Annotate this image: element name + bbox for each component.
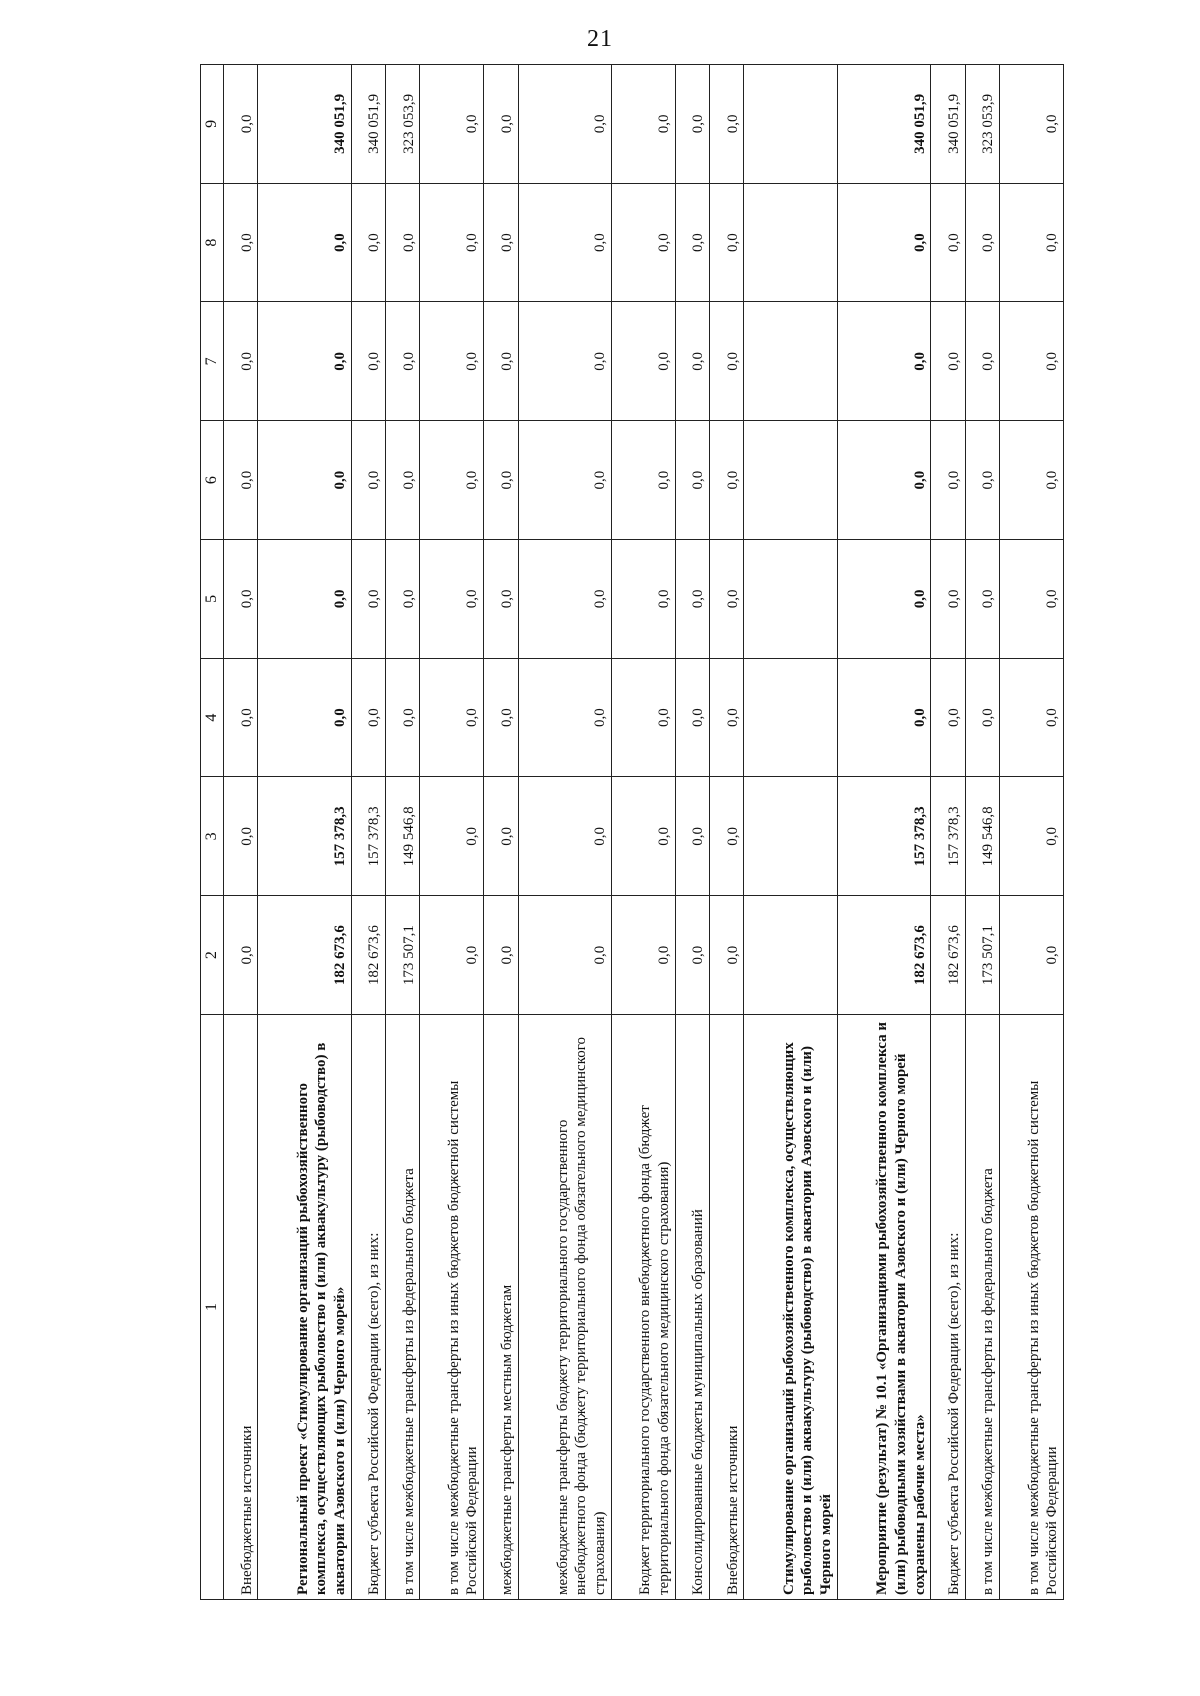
value-cell: 0,0	[675, 183, 709, 302]
header-row	[201, 65, 224, 1600]
value-cell: 0,0	[484, 540, 518, 659]
value-cell: 0,0	[675, 421, 709, 540]
value-cell: 323 053,9	[386, 65, 420, 184]
value-cell: 0,0	[710, 302, 744, 421]
value-cell: 0,0	[965, 421, 999, 540]
value-cell: 149 546,8	[965, 777, 999, 896]
table-row	[224, 65, 258, 1600]
value-cell: 0,0	[420, 896, 484, 1015]
value-cell: 182 673,6	[258, 896, 351, 1015]
column-header: 7	[201, 302, 224, 421]
value-cell: 157 378,3	[351, 777, 385, 896]
value-cell: 0,0	[351, 183, 385, 302]
value-cell: 0,0	[675, 896, 709, 1015]
value-cell: 0,0	[518, 183, 611, 302]
value-cell: 182 673,6	[931, 896, 965, 1015]
value-cell	[744, 540, 837, 659]
value-cell: 0,0	[420, 183, 484, 302]
row-label: Внебюджетные источники	[224, 1015, 258, 1600]
table-row	[351, 65, 385, 1600]
table-row	[999, 65, 1063, 1600]
value-cell: 0,0	[837, 658, 930, 777]
value-cell: 0,0	[518, 65, 611, 184]
value-cell: 0,0	[386, 302, 420, 421]
value-cell: 0,0	[710, 65, 744, 184]
value-cell: 0,0	[386, 658, 420, 777]
value-cell: 0,0	[965, 540, 999, 659]
value-cell	[744, 302, 837, 421]
value-cell: 0,0	[420, 65, 484, 184]
value-cell: 0,0	[518, 421, 611, 540]
value-cell	[744, 896, 837, 1015]
value-cell: 0,0	[611, 183, 675, 302]
column-header: 3	[201, 777, 224, 896]
value-cell: 0,0	[258, 183, 351, 302]
value-cell: 0,0	[675, 658, 709, 777]
value-cell: 0,0	[386, 183, 420, 302]
table-row	[744, 65, 837, 1600]
column-header: 9	[201, 65, 224, 184]
value-cell: 0,0	[675, 65, 709, 184]
value-cell: 0,0	[999, 183, 1063, 302]
table-row	[258, 65, 351, 1600]
value-cell: 0,0	[965, 658, 999, 777]
value-cell: 0,0	[931, 540, 965, 659]
value-cell: 0,0	[710, 421, 744, 540]
budget-table	[200, 64, 1064, 1600]
row-label: в том числе межбюджетные трансферты из иных бюджетов бюджетной системы Российской Федерации	[999, 1015, 1063, 1600]
value-cell: 0,0	[420, 421, 484, 540]
row-label: в том числе межбюджетные трансферты из иных бюджетов бюджетной системы Российской Федерации	[420, 1015, 484, 1600]
value-cell: 0,0	[351, 540, 385, 659]
row-label: в том числе межбюджетные трансферты из федерального бюджета	[965, 1015, 999, 1600]
value-cell: 0,0	[224, 658, 258, 777]
column-header: 8	[201, 183, 224, 302]
column-header: 2	[201, 896, 224, 1015]
value-cell: 0,0	[611, 658, 675, 777]
value-cell: 0,0	[224, 896, 258, 1015]
value-cell: 0,0	[386, 540, 420, 659]
value-cell: 0,0	[837, 540, 930, 659]
value-cell: 0,0	[837, 183, 930, 302]
value-cell: 0,0	[999, 540, 1063, 659]
row-label: Внебюджетные источники	[710, 1015, 744, 1600]
value-cell: 0,0	[999, 65, 1063, 184]
value-cell: 0,0	[484, 777, 518, 896]
value-cell	[744, 777, 837, 896]
value-cell: 0,0	[710, 896, 744, 1015]
value-cell: 0,0	[224, 421, 258, 540]
value-cell: 0,0	[258, 421, 351, 540]
value-cell: 0,0	[611, 540, 675, 659]
value-cell: 0,0	[611, 777, 675, 896]
value-cell: 0,0	[999, 896, 1063, 1015]
table-row	[710, 65, 744, 1600]
value-cell: 0,0	[675, 540, 709, 659]
value-cell: 340 051,9	[837, 65, 930, 184]
row-label: Стимулирование организаций рыбохозяйственного комплекса, осуществляющих рыболовство и (или) аквакультуру (рыбоводство) в акватории Азовского и (или) Черного морей	[744, 1015, 837, 1600]
value-cell: 173 507,1	[386, 896, 420, 1015]
value-cell: 0,0	[710, 183, 744, 302]
value-cell: 0,0	[675, 777, 709, 896]
row-label: Мероприятие (результат) № 10.1 «Организациями рыбохозяйственного комплекса и (или) рыбоводными хозяйствами в акватории Азовского и (или) Черного морей сохранены рабочие места»	[837, 1015, 930, 1600]
value-cell: 157 378,3	[837, 777, 930, 896]
value-cell: 0,0	[611, 421, 675, 540]
row-label: в том числе межбюджетные трансферты из федерального бюджета	[386, 1015, 420, 1600]
row-label: Бюджет субъекта Российской Федерации (всего), из них:	[351, 1015, 385, 1600]
value-cell: 0,0	[518, 540, 611, 659]
value-cell: 0,0	[484, 302, 518, 421]
column-header: 4	[201, 658, 224, 777]
value-cell: 0,0	[258, 540, 351, 659]
value-cell	[744, 658, 837, 777]
value-cell: 0,0	[224, 540, 258, 659]
table-row	[931, 65, 965, 1600]
table-row	[965, 65, 999, 1600]
value-cell: 0,0	[224, 777, 258, 896]
value-cell: 0,0	[965, 183, 999, 302]
value-cell: 0,0	[224, 302, 258, 421]
value-cell: 0,0	[518, 777, 611, 896]
page-number: 21	[587, 26, 613, 52]
value-cell: 149 546,8	[386, 777, 420, 896]
row-label: межбюджетные трансферты местным бюджетам	[484, 1015, 518, 1600]
value-cell: 0,0	[518, 302, 611, 421]
value-cell: 0,0	[837, 421, 930, 540]
value-cell: 0,0	[351, 302, 385, 421]
value-cell: 182 673,6	[837, 896, 930, 1015]
table-row	[420, 65, 484, 1600]
value-cell: 157 378,3	[931, 777, 965, 896]
value-cell: 157 378,3	[258, 777, 351, 896]
value-cell: 323 053,9	[965, 65, 999, 184]
value-cell: 0,0	[224, 183, 258, 302]
value-cell: 0,0	[420, 777, 484, 896]
value-cell: 0,0	[999, 777, 1063, 896]
value-cell: 0,0	[931, 421, 965, 540]
value-cell: 0,0	[837, 302, 930, 421]
table-row	[675, 65, 709, 1600]
value-cell: 0,0	[420, 658, 484, 777]
value-cell: 0,0	[675, 302, 709, 421]
value-cell: 0,0	[351, 658, 385, 777]
value-cell: 0,0	[999, 658, 1063, 777]
row-label: Бюджет территориального государственного внебюджетного фонда (бюджет территориального фонда обязательного медицинского страхования)	[611, 1015, 675, 1600]
value-cell: 0,0	[965, 302, 999, 421]
value-cell: 0,0	[611, 302, 675, 421]
value-cell: 0,0	[931, 183, 965, 302]
row-label: Консолидированные бюджеты муниципальных образований	[675, 1015, 709, 1600]
value-cell: 0,0	[420, 540, 484, 659]
value-cell: 0,0	[484, 421, 518, 540]
value-cell: 340 051,9	[931, 65, 965, 184]
table-row	[611, 65, 675, 1600]
value-cell: 0,0	[710, 658, 744, 777]
table-row	[837, 65, 930, 1600]
value-cell: 0,0	[258, 658, 351, 777]
value-cell: 0,0	[351, 421, 385, 540]
value-cell: 0,0	[931, 658, 965, 777]
row-label: межбюджетные трансферты бюджету территориального государственного внебюджетного фонда (бюджету территориального фонда обязательного медицинского страхования)	[518, 1015, 611, 1600]
value-cell: 0,0	[518, 896, 611, 1015]
value-cell: 0,0	[420, 302, 484, 421]
value-cell: 340 051,9	[351, 65, 385, 184]
value-cell: 0,0	[484, 183, 518, 302]
value-cell: 0,0	[611, 65, 675, 184]
table-row	[518, 65, 611, 1600]
value-cell: 0,0	[258, 302, 351, 421]
value-cell: 0,0	[611, 896, 675, 1015]
value-cell: 0,0	[484, 65, 518, 184]
value-cell: 0,0	[999, 421, 1063, 540]
value-cell: 173 507,1	[965, 896, 999, 1015]
value-cell: 0,0	[999, 302, 1063, 421]
value-cell	[744, 65, 837, 184]
value-cell: 0,0	[518, 658, 611, 777]
value-cell: 0,0	[484, 658, 518, 777]
value-cell: 0,0	[710, 540, 744, 659]
value-cell	[744, 421, 837, 540]
table-row	[386, 65, 420, 1600]
value-cell: 0,0	[386, 421, 420, 540]
value-cell: 0,0	[484, 896, 518, 1015]
value-cell: 0,0	[931, 302, 965, 421]
rotated-table-container	[200, 65, 1064, 1600]
value-cell	[744, 183, 837, 302]
value-cell: 0,0	[224, 65, 258, 184]
table-row	[484, 65, 518, 1600]
column-header: 1	[201, 1015, 224, 1600]
value-cell: 182 673,6	[351, 896, 385, 1015]
row-label: Региональный проект «Стимулирование организаций рыбохозяйственного комплекса, осуществляющих рыболовство и (или) аквакультуру (рыбоводство) в акватории Азовского и (или) Черного морей»	[258, 1015, 351, 1600]
row-label: Бюджет субъекта Российской Федерации (всего), из них:	[931, 1015, 965, 1600]
column-header: 6	[201, 421, 224, 540]
column-header: 5	[201, 540, 224, 659]
value-cell: 340 051,9	[258, 65, 351, 184]
table-body	[224, 65, 1064, 1600]
value-cell: 0,0	[710, 777, 744, 896]
